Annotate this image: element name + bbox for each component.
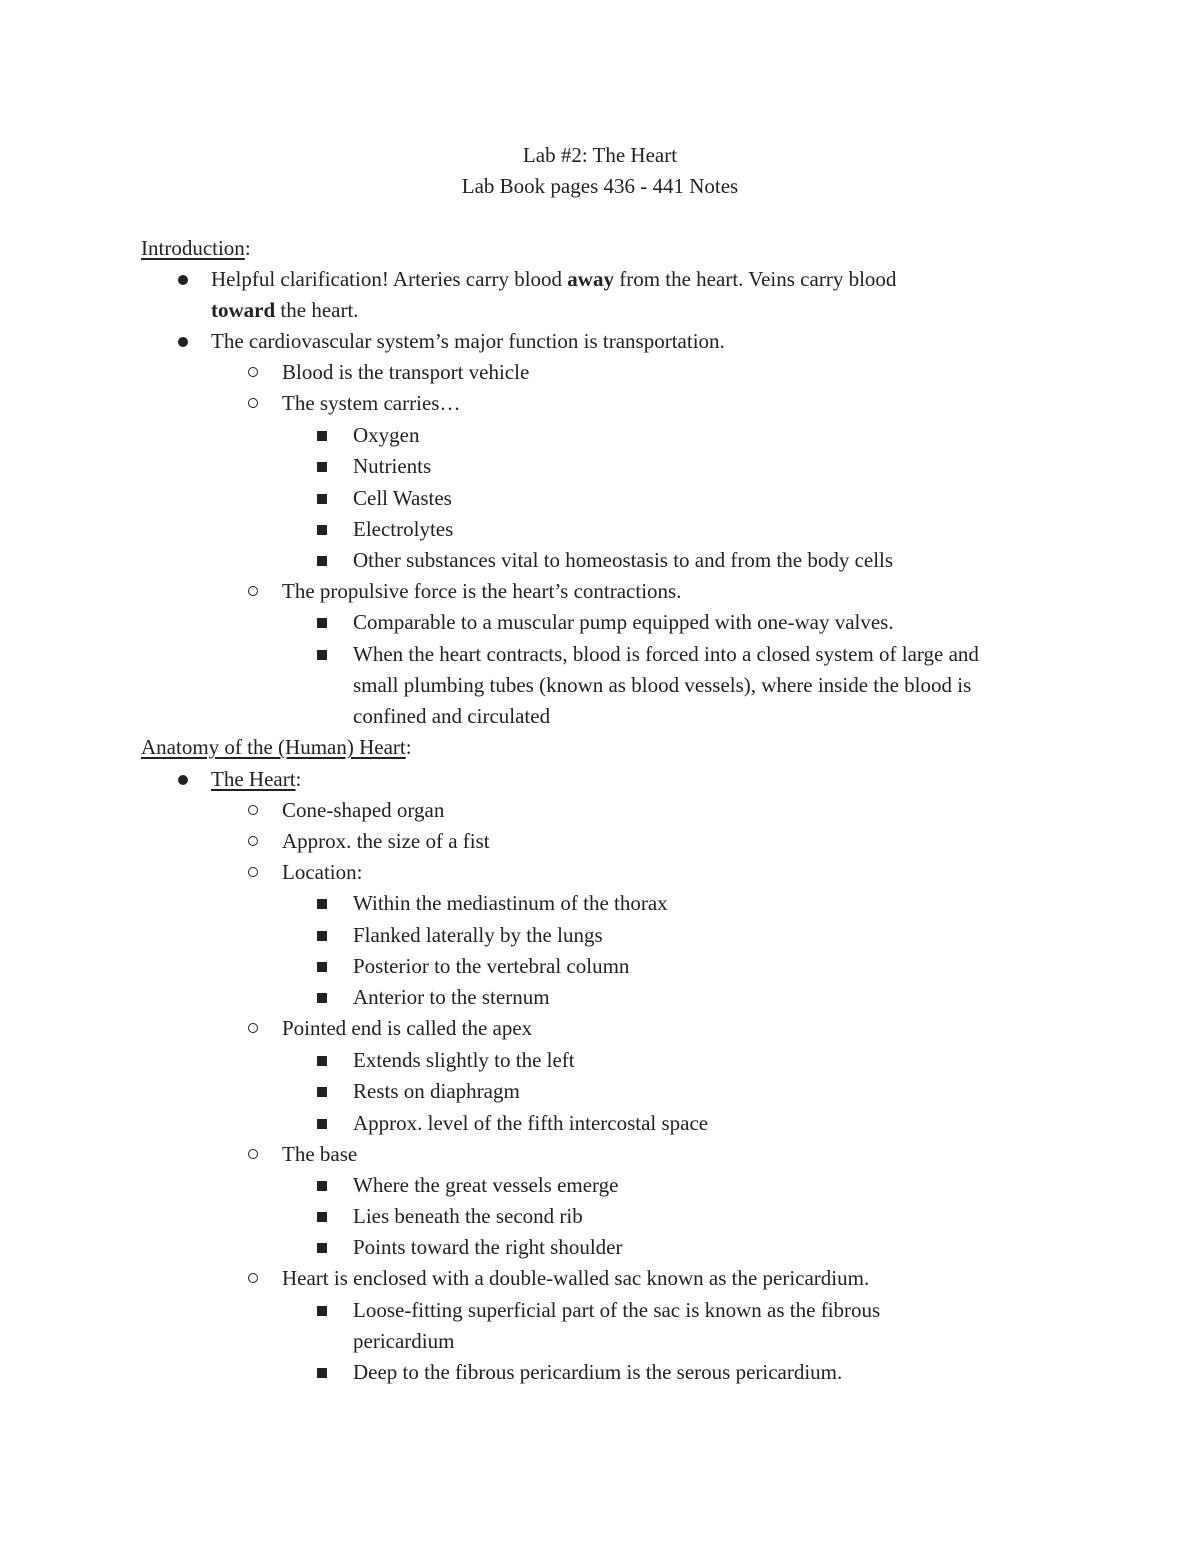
circle-bullet-icon [248, 367, 258, 377]
square-bullet-icon [317, 1056, 327, 1066]
square-bullet-icon [317, 962, 327, 972]
list-item-serous: Deep to the fibrous pericardium is the serous pericardium. [353, 1360, 843, 1384]
page-subtitle: Lab Book pages 436 - 441 Notes [461, 174, 739, 198]
list-item-fibrous-line1: Loose-fitting superficial part of the sac is known as the fibrous [353, 1298, 881, 1322]
square-bullet-icon [317, 993, 327, 1003]
list-item-apex: Pointed end is called the apex [282, 1016, 533, 1040]
square-bullet-icon [317, 462, 327, 472]
list-item-contract-line2: small plumbing tubes (known as blood vessels), where inside the blood is [353, 673, 972, 697]
list-item-other-substances: Other substances vital to homeostasis to and from the body cells [353, 548, 894, 572]
list-item-intercostal: Approx. level of the fifth intercostal space [353, 1111, 709, 1135]
circle-bullet-icon [248, 836, 258, 846]
list-item-function: The cardiovascular system’s major function is transportation. [211, 329, 725, 353]
list-item-lungs: Flanked laterally by the lungs [353, 923, 603, 947]
list-item-diaphragm: Rests on diaphragm [353, 1079, 520, 1103]
square-bullet-icon [317, 650, 327, 660]
list-item-cell-wastes: Cell Wastes [353, 486, 452, 510]
bullet-icon [178, 337, 188, 347]
list-item-vehicle: Blood is the transport vehicle [282, 360, 530, 384]
list-item-location: Location: [282, 860, 363, 884]
square-bullet-icon [317, 556, 327, 566]
square-bullet-icon [317, 1306, 327, 1316]
text-run: from the heart. Veins carry blood [613, 267, 897, 291]
circle-bullet-icon [248, 586, 258, 596]
circle-bullet-icon [248, 1149, 258, 1159]
list-item-right-shoulder: Points toward the right shoulder [353, 1235, 623, 1259]
square-bullet-icon [317, 1243, 327, 1253]
heading-text: Introduction [141, 236, 245, 260]
subheading-text: The Heart [211, 767, 296, 791]
list-item-base: The base [282, 1142, 358, 1166]
square-bullet-icon [317, 931, 327, 941]
list-item-second-rib: Lies beneath the second rib [353, 1204, 583, 1228]
list-item-clarification [211, 264, 896, 295]
square-bullet-icon [317, 1181, 327, 1191]
bullet-icon [178, 275, 188, 285]
list-item-great-vessels: Where the great vessels emerge [353, 1173, 619, 1197]
list-item-carries: The system carries… [282, 391, 461, 415]
list-item-electrolytes: Electrolytes [353, 517, 454, 541]
bold-toward: toward [211, 298, 276, 322]
list-item-the-heart [211, 764, 301, 795]
list-item-cone: Cone-shaped organ [282, 798, 445, 822]
list-item-oxygen: Oxygen [353, 423, 420, 447]
square-bullet-icon [317, 1087, 327, 1097]
list-item-force: The propulsive force is the heart’s contractions. [282, 579, 682, 603]
list-item-pump: Comparable to a muscular pump equipped with one-way valves. [353, 610, 894, 634]
square-bullet-icon [317, 899, 327, 909]
circle-bullet-icon [248, 867, 258, 877]
list-item-contract-line1: When the heart contracts, blood is forced into a closed system of large and [353, 642, 979, 666]
list-item-clarification-cont [211, 295, 359, 326]
heading-colon: : [244, 236, 251, 260]
circle-bullet-icon [248, 1023, 258, 1033]
list-item-left: Extends slightly to the left [353, 1048, 575, 1072]
list-item-fibrous-line2: pericardium [353, 1329, 455, 1353]
subheading-colon: : [295, 767, 302, 791]
list-item-mediastinum: Within the mediastinum of the thorax [353, 891, 668, 915]
list-item-pericardium: Heart is enclosed with a double-walled sac known as the pericardium. [282, 1266, 870, 1290]
square-bullet-icon [317, 525, 327, 535]
square-bullet-icon [317, 1119, 327, 1129]
text-run: the heart. [275, 298, 359, 322]
square-bullet-icon [317, 1368, 327, 1378]
list-item-nutrients: Nutrients [353, 454, 432, 478]
heading-text: Anatomy of the (Human) Heart [141, 735, 406, 759]
heading-colon: : [405, 735, 412, 759]
list-item-sternum: Anterior to the sternum [353, 985, 550, 1009]
section-heading-anatomy [141, 732, 412, 763]
page-title: Lab #2: The Heart [522, 143, 678, 167]
circle-bullet-icon [248, 398, 258, 408]
circle-bullet-icon [248, 1273, 258, 1283]
square-bullet-icon [317, 1212, 327, 1222]
square-bullet-icon [317, 431, 327, 441]
section-heading-introduction [141, 233, 251, 264]
list-item-size: Approx. the size of a fist [282, 829, 490, 853]
square-bullet-icon [317, 494, 327, 504]
square-bullet-icon [317, 618, 327, 628]
list-item-contract-line3: confined and circulated [353, 704, 551, 728]
list-item-vertebral: Posterior to the vertebral column [353, 954, 630, 978]
bullet-icon [178, 775, 188, 785]
bold-away: away [567, 267, 614, 291]
circle-bullet-icon [248, 805, 258, 815]
text-run: Helpful clarification! Arteries carry blood [211, 267, 568, 291]
